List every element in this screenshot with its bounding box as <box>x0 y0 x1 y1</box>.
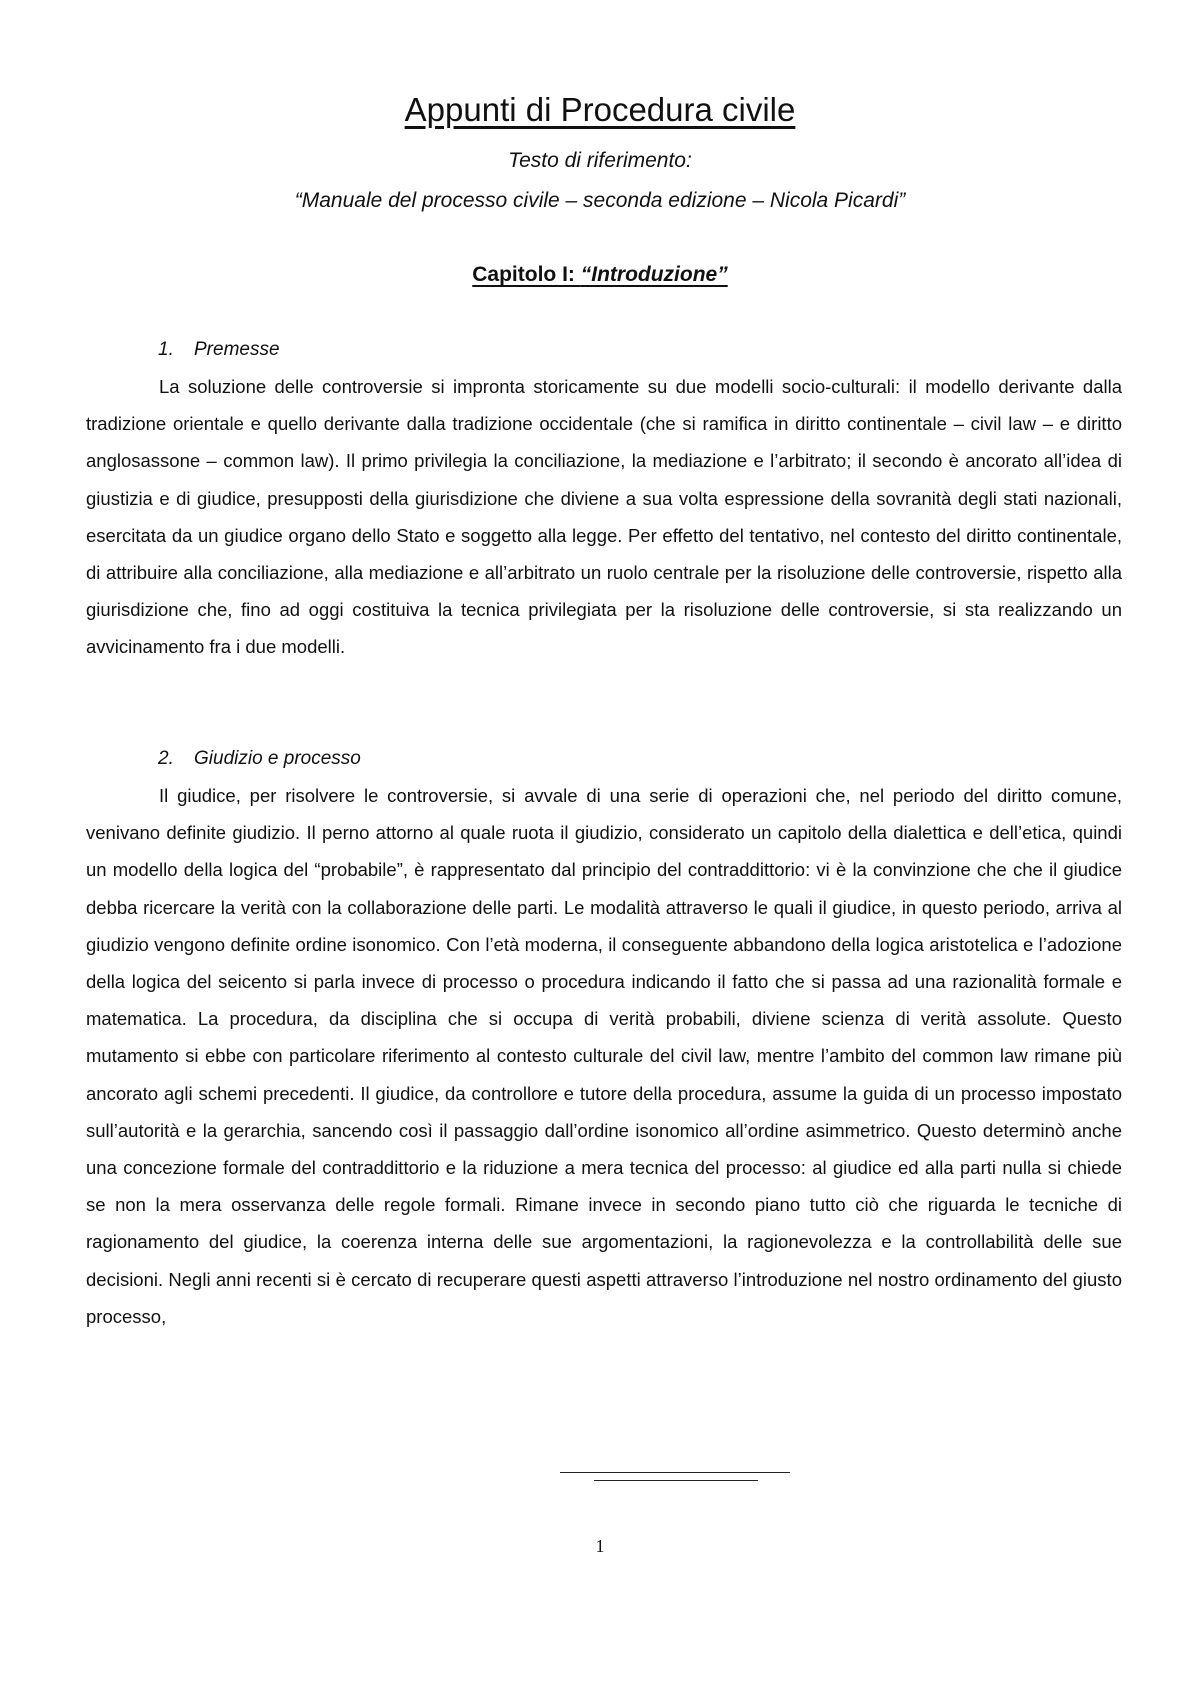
reference-book: “Manuale del processo civile – seconda edizione – Nicola Picardi” <box>294 189 906 212</box>
chapter-heading <box>0 260 1200 290</box>
section-number: 1. <box>158 339 174 360</box>
footnote-separator <box>594 1480 758 1481</box>
reference-label: Testo di riferimento: <box>508 149 692 172</box>
section-title: Giudizio e processo <box>194 748 361 769</box>
chapter-prefix: Capitolo I: <box>472 263 581 286</box>
section-heading-1 <box>158 336 280 364</box>
chapter-title: “Introduzione” <box>580 263 728 286</box>
page-number: 1 <box>595 1536 605 1556</box>
document-title: Appunti di Procedura civile <box>404 91 796 128</box>
section-paragraph-1: La soluzione delle controversie si impronta storicamente su due modelli socio-culturali: il modello derivante dalla tradizione orientale e quello derivante dalla tradizione occidentale (che si ramifica in diritto continentale – civil law – e diritto anglosassone – common law). Il primo privilegia la conciliazione, la mediazione e l’arbitrato; il secondo è ancorato all’idea di giustizia e di giudice, presupposti della giurisdizione che diviene a sua volta espressione della sovranità degli stati nazionali, esercitata da un giudice organo dello Stato e soggetto alla legge. Per effetto del tentativo, nel contesto del diritto continentale, di attribuire alla conciliazione, alla mediazione e all’arbitrato un ruolo centrale per la risoluzione delle controversie, rispetto alla giurisdizione che, fino ad oggi costituiva la tecnica privilegiata per la risoluzione delle controversie, si sta realizzando un avvicinamento fra i due modelli. <box>86 376 1122 658</box>
section-heading-2 <box>158 745 361 773</box>
section-paragraph-2: Il giudice, per risolvere le controversie, si avvale di una serie di operazioni che, nel periodo del diritto comune, venivano definite giudizio. Il perno attorno al quale ruota il giudizio, considerato un capitolo della dialettica e dell’etica, quindi un modello della logica del “probabile”, è rappresentato dal principio del contraddittorio: vi è la convinzione che che il giudice debba ricercare la verità con la collaborazione delle parti. Le modalità attraverso le quali il giudice, in questo periodo, arriva al giudizio vengono definite ordine isonomico. Con l’età moderna, il conseguente abbandono della logica aristotelica e l’adozione della logica del seicento si parla invece di processo o procedura indicando il fatto che si passa ad una razionalità formale e matematica. La procedura, da disciplina che si occupa di verità probabili, diviene scienza di verità assolute. Questo mutamento si ebbe con particolare riferimento al contesto culturale del civil law, mentre l’ambito del common law rimane più ancorato agli schemi precedenti. Il giudice, da controllore e tutore della procedura, assume la guida di un processo impostato sull’autorità e la gerarchia, sancendo così il passaggio dall’ordine isonomico all’ordine asimmetrico. Questo determinò anche una concezione formale del contraddittorio e la riduzione a mera tecnica del processo: al giudice ed alla parti nulla si chiede se non la mera osservanza delle regole formali. Rimane invece in secondo piano tutto ciò che riguarda le tecniche di ragionamento del giudice, la coerenza interna delle sue argomentazioni, la ragionevolezza e la controllabilità delle sue decisioni. Negli anni recenti si è cercato di recuperare questi aspetti attraverso l’introduzione nel nostro ordinamento del giusto processo, <box>86 785 1122 1327</box>
section-title: Premesse <box>194 339 280 360</box>
section-number: 2. <box>158 748 174 769</box>
footnote-separator <box>560 1472 790 1473</box>
